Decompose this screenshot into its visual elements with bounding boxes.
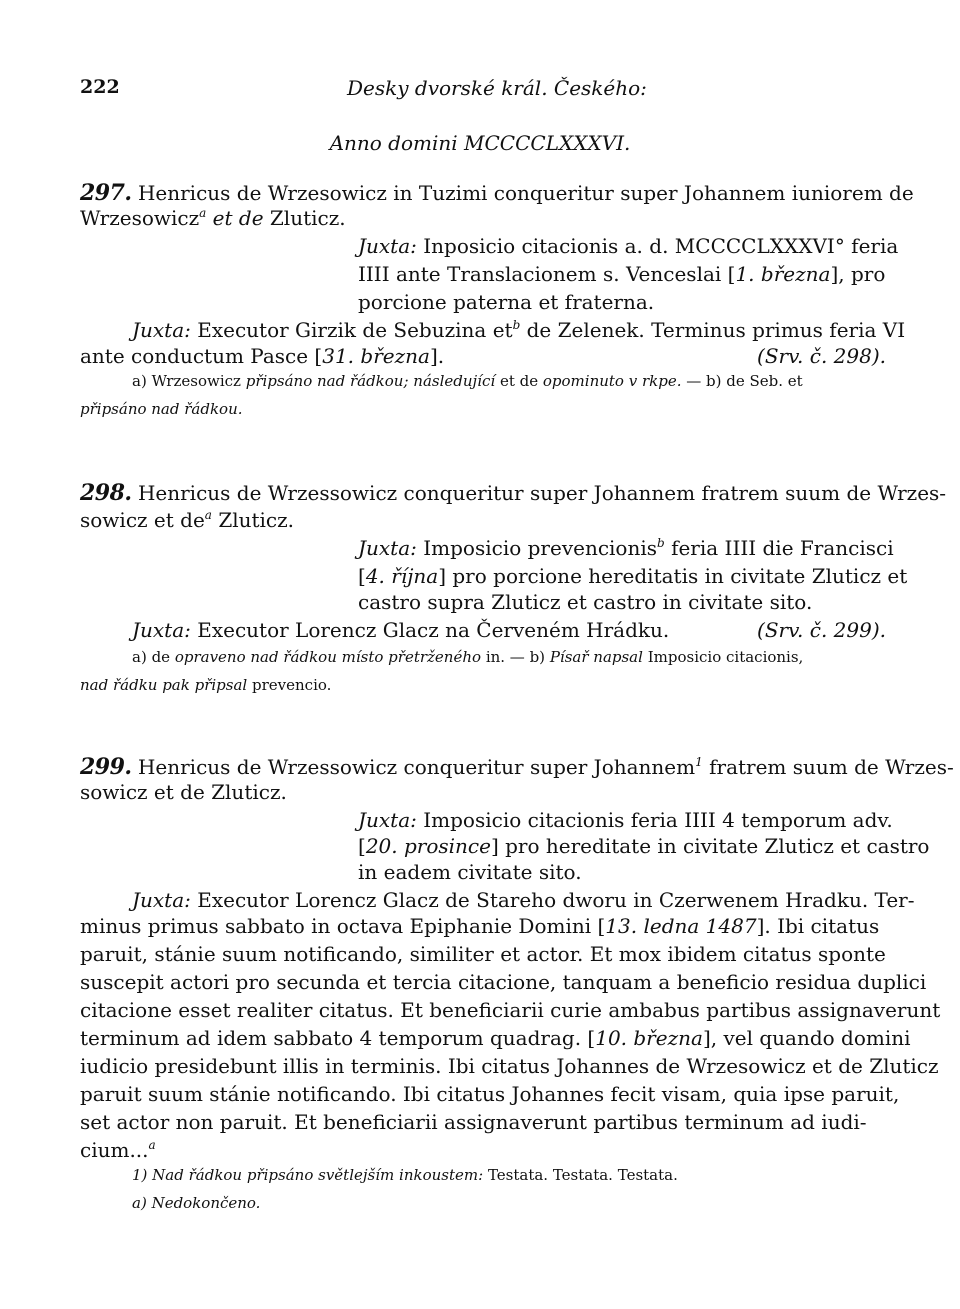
running-head — [80, 76, 886, 102]
entry-number: 299. — [80, 754, 132, 780]
entry-number: 297. — [80, 180, 132, 206]
cross-reference: (Srv. č. 299). — [757, 618, 886, 642]
year-heading: Anno domini MCCCCLXXXVI. — [329, 131, 631, 155]
running-title: Desky dvorské král. Českého: — [347, 76, 647, 100]
document-page: 222 Desky dvorské král. Českého: Anno domini MCCCCLXXXVI. 297. Henricus de Wrzesowicz in Tuzimi conqueritur super Johannem iuniorem de Wrzesowicz$^a$ et de Zluticz. Juxta: Inposicio citacionis a. d. MCCCCLXXXVI° feria IIII ante Translacionem s. Venceslai [1. března], pro porcione paterna et fraterna. Juxta: Executor Girzik de Sebuzina $et^b$ de Zelenek. Terminus primus feria VI ante conductum Pasce [31. března]. (Srv. č. 298). a) Wrzesowicz připsáno nad řádkou; následující et de opominuto v rkpe. — b) de Seb. et připsáno nad řádkou. 298. Henricus de Wrzessowicz conqueritur super Johannem fratrem suum de Wrzes- sowicz et $de^a$ Zluticz. Juxta: Imposicio prevencionis$^b$ feria IIII die Francisci [4. října] pro porcione hereditatis in civitate Zluticz et castro supra Zluticz et castro in civitate sito. Juxta: Executor Lorencz Glacz na Červeném Hrádku. (Srv. č. 299). a) de opraveno nad řádkou místo přetrženého in. — b) Písař napsal Imposicio citacionis, nad řádku pak připsal prevencio. 299. Henricus de Wrzessowicz conqueritur super Johannem$^1$ fratrem suum de Wrzes- sowicz et de Zluticz. Juxta: Imposicio citacionis feria IIII 4 temporum adv. [20. prosince] pro hereditate in civitate Zluticz et castro in eadem civitate sito. Juxta: Executor Lorencz Glacz de Stareho dworu in Czerwenem Hradku. Ter- minus primus sabbato in octava Epiphanie Domini [13. ledna 1487]. Ibi citatus paruit, stánie suum notificando, similiter et actor. Et mox ibidem citatus sponte suscepit actori pro secunda et tercia citacione, tanquam a beneficio residua duplici citacione esset realiter citatus. Et beneficiarii curie ambabus partibus assignaverunt terminum ad idem sabbato 4 temporum quadrag. [10. března], vel quando domini iudicio presidebunt illis in terminis. Ibi citatus Johannes de Wrzesowicz et de Zluticz paruit suum stánie notificando. Ibi citatus Johannes fecit visam, quia ipse paruit, set actor non paruit. Et beneficiarii assignaverunt partibus terminum ad iudi- cium...$^a$ 1) Nad řádkou připsáno světlejším inkoustem: Testata. Testata. Testata. a) Nedokončeno. — [0, 0, 960, 1309]
cross-reference: (Srv. č. 298). — [757, 344, 886, 368]
page-number: 222 — [80, 76, 120, 98]
entry-number: 298. — [80, 480, 132, 506]
